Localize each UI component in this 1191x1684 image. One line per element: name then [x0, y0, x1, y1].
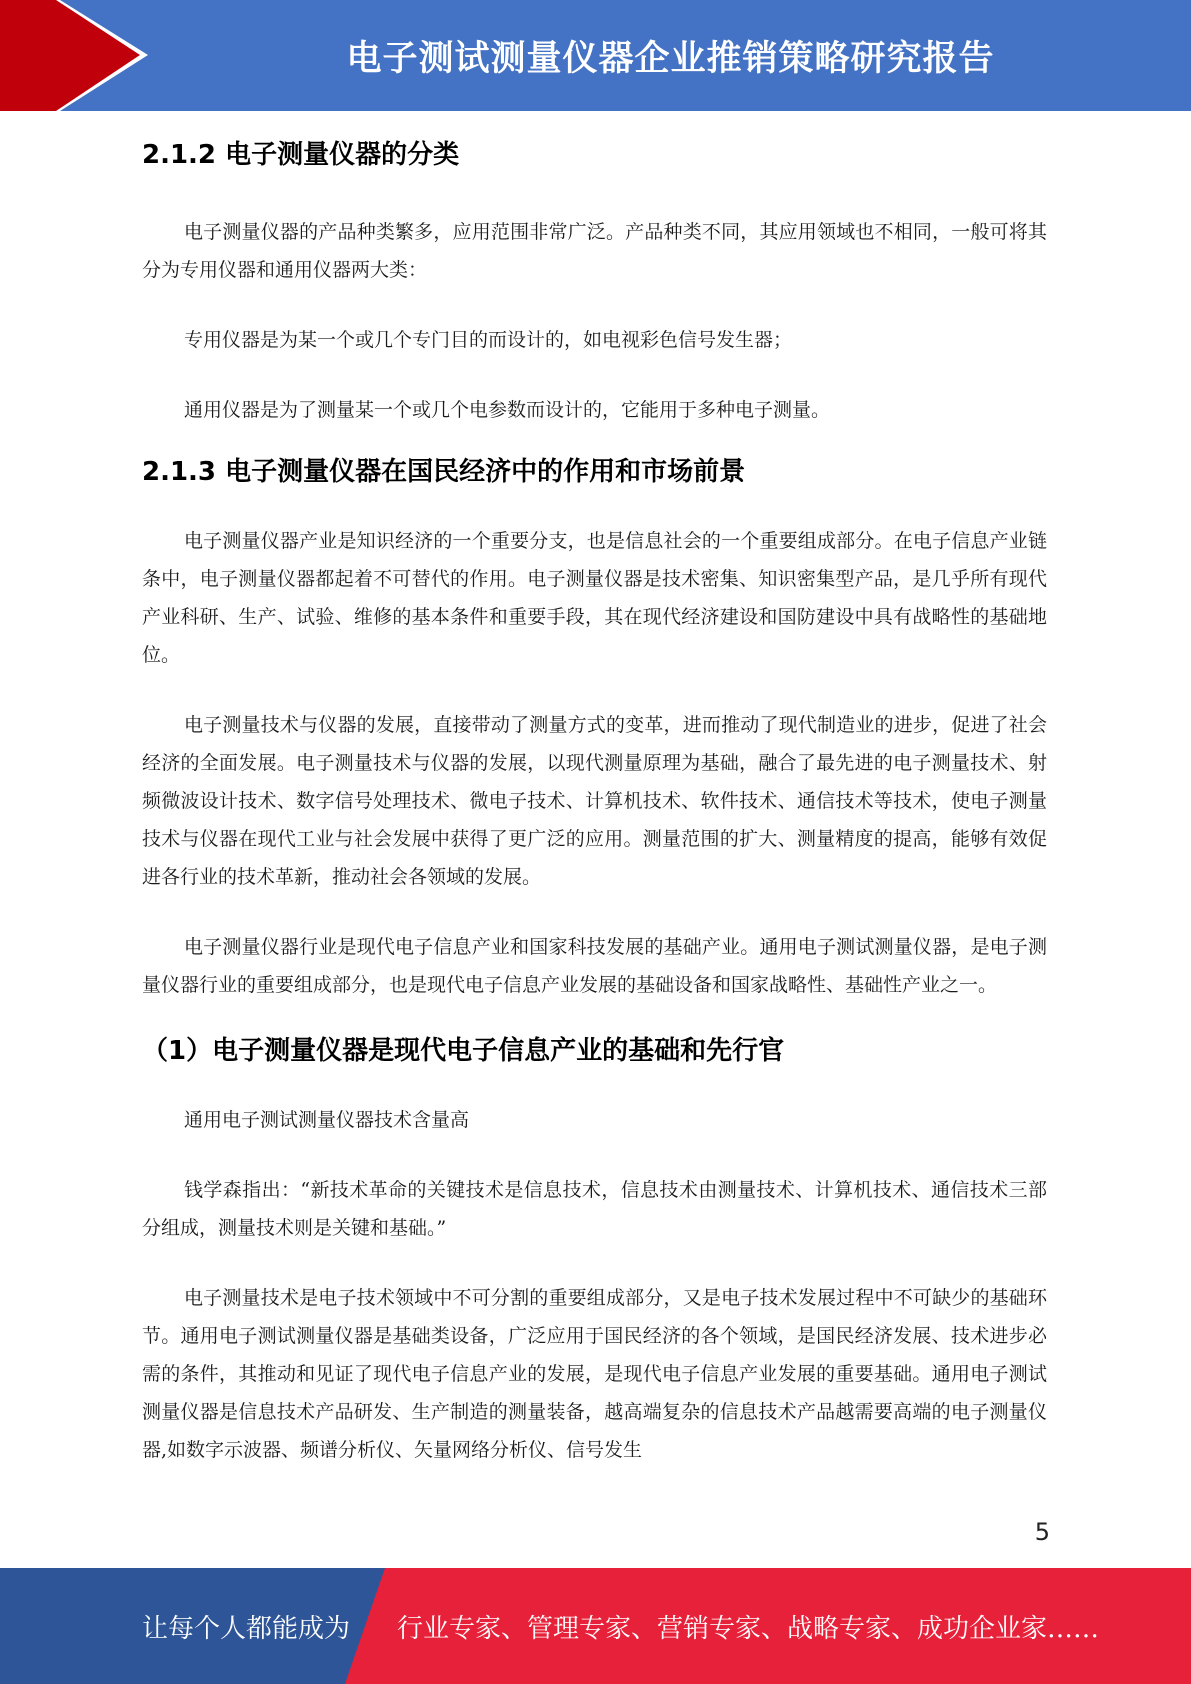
page-footer [0, 1568, 1191, 1684]
page-header [0, 0, 1191, 111]
page-number: 5 [1034, 1518, 1050, 1546]
paragraph: 电子测量仪器的产品种类繁多，应用范围非常广泛。产品种类不同，其应用领域也不相同，一般可将其分为专用仪器和通用仪器两大类： [142, 221, 1047, 281]
section-heading-1: （1）电子测量仪器是现代电子信息产业的基础和先行官 [142, 1036, 785, 1066]
paragraph: 通用仪器是为了测量某一个或几个电参数而设计的，它能用于多种电子测量。 [184, 399, 831, 421]
paragraph: 钱学森指出：“新技术革命的关键技术是信息技术，信息技术由测量技术、计算机技术、通信技术三部分组成，测量技术则是关键和基础。” [142, 1179, 1047, 1239]
document-body [142, 122, 1047, 1469]
footer-slogan-left: 让每个人都能成为 [142, 1613, 351, 1644]
paragraph: 电子测量仪器产业是知识经济的一个重要分支，也是信息社会的一个重要组成部分。在电子信息产业链条中，电子测量仪器都起着不可替代的作用。电子测量仪器是技术密集、知识密集型产品，是几乎所有现代产业科研、生产、试验、维修的基本条件和重要手段，其在现代经济建设和国防建设中具有战略性的基础地位。 [142, 530, 1047, 666]
paragraph: 通用电子测试测量仪器技术含量高 [184, 1109, 470, 1131]
paragraph: 专用仪器是为某一个或几个专门目的而设计的，如电视彩色信号发生器； [184, 329, 793, 351]
section-heading-2-1-2: 2.1.2 电子测量仪器的分类 [142, 140, 460, 170]
paragraph: 电子测量技术与仪器的发展，直接带动了测量方式的变革，进而推动了现代制造业的进步，促进了社会经济的全面发展。电子测量技术与仪器的发展，以现代测量原理为基础，融合了最先进的电子测量技术、射频微波设计技术、数字信号处理技术、微电子技术、计算机技术、软件技术、通信技术等技术，使电子测量技术与仪器在现代工业与社会发展中获得了更广泛的应用。测量范围的扩大、测量精度的提高，能够有效促进各行业的技术革新，推动社会各领域的发展。 [142, 714, 1047, 888]
header-title: 电子测试测量仪器企业推销策略研究报告 [346, 38, 995, 79]
paragraph: 电子测量仪器行业是现代电子信息产业和国家科技发展的基础产业。通用电子测试测量仪器，是电子测量仪器行业的重要组成部分，也是现代电子信息产业发展的基础设备和国家战略性、基础性产业之一。 [142, 936, 1047, 996]
footer-slogan-right: 行业专家、管理专家、营销专家、战略专家、成功企业家…… [397, 1613, 1100, 1644]
paragraph: 电子测量技术是电子技术领域中不可分割的重要组成部分，又是电子技术发展过程中不可缺少的基础环节。通用电子测试测量仪器是基础类设备，广泛应用于国民经济的各个领域，是国民经济发展、技术进步必需的条件，其推动和见证了现代电子信息产业的发展，是现代电子信息产业发展的重要基础。通用电子测试测量仪器是信息技术产品研发、生产制造的测量装备，越高端复杂的信息技术产品越需要高端的电子测量仪器,如数字示波器、频谱分析仪、矢量网络分析仪、信号发生 [142, 1287, 1047, 1461]
section-heading-2-1-3: 2.1.3 电子测量仪器在国民经济中的作用和市场前景 [142, 457, 746, 487]
